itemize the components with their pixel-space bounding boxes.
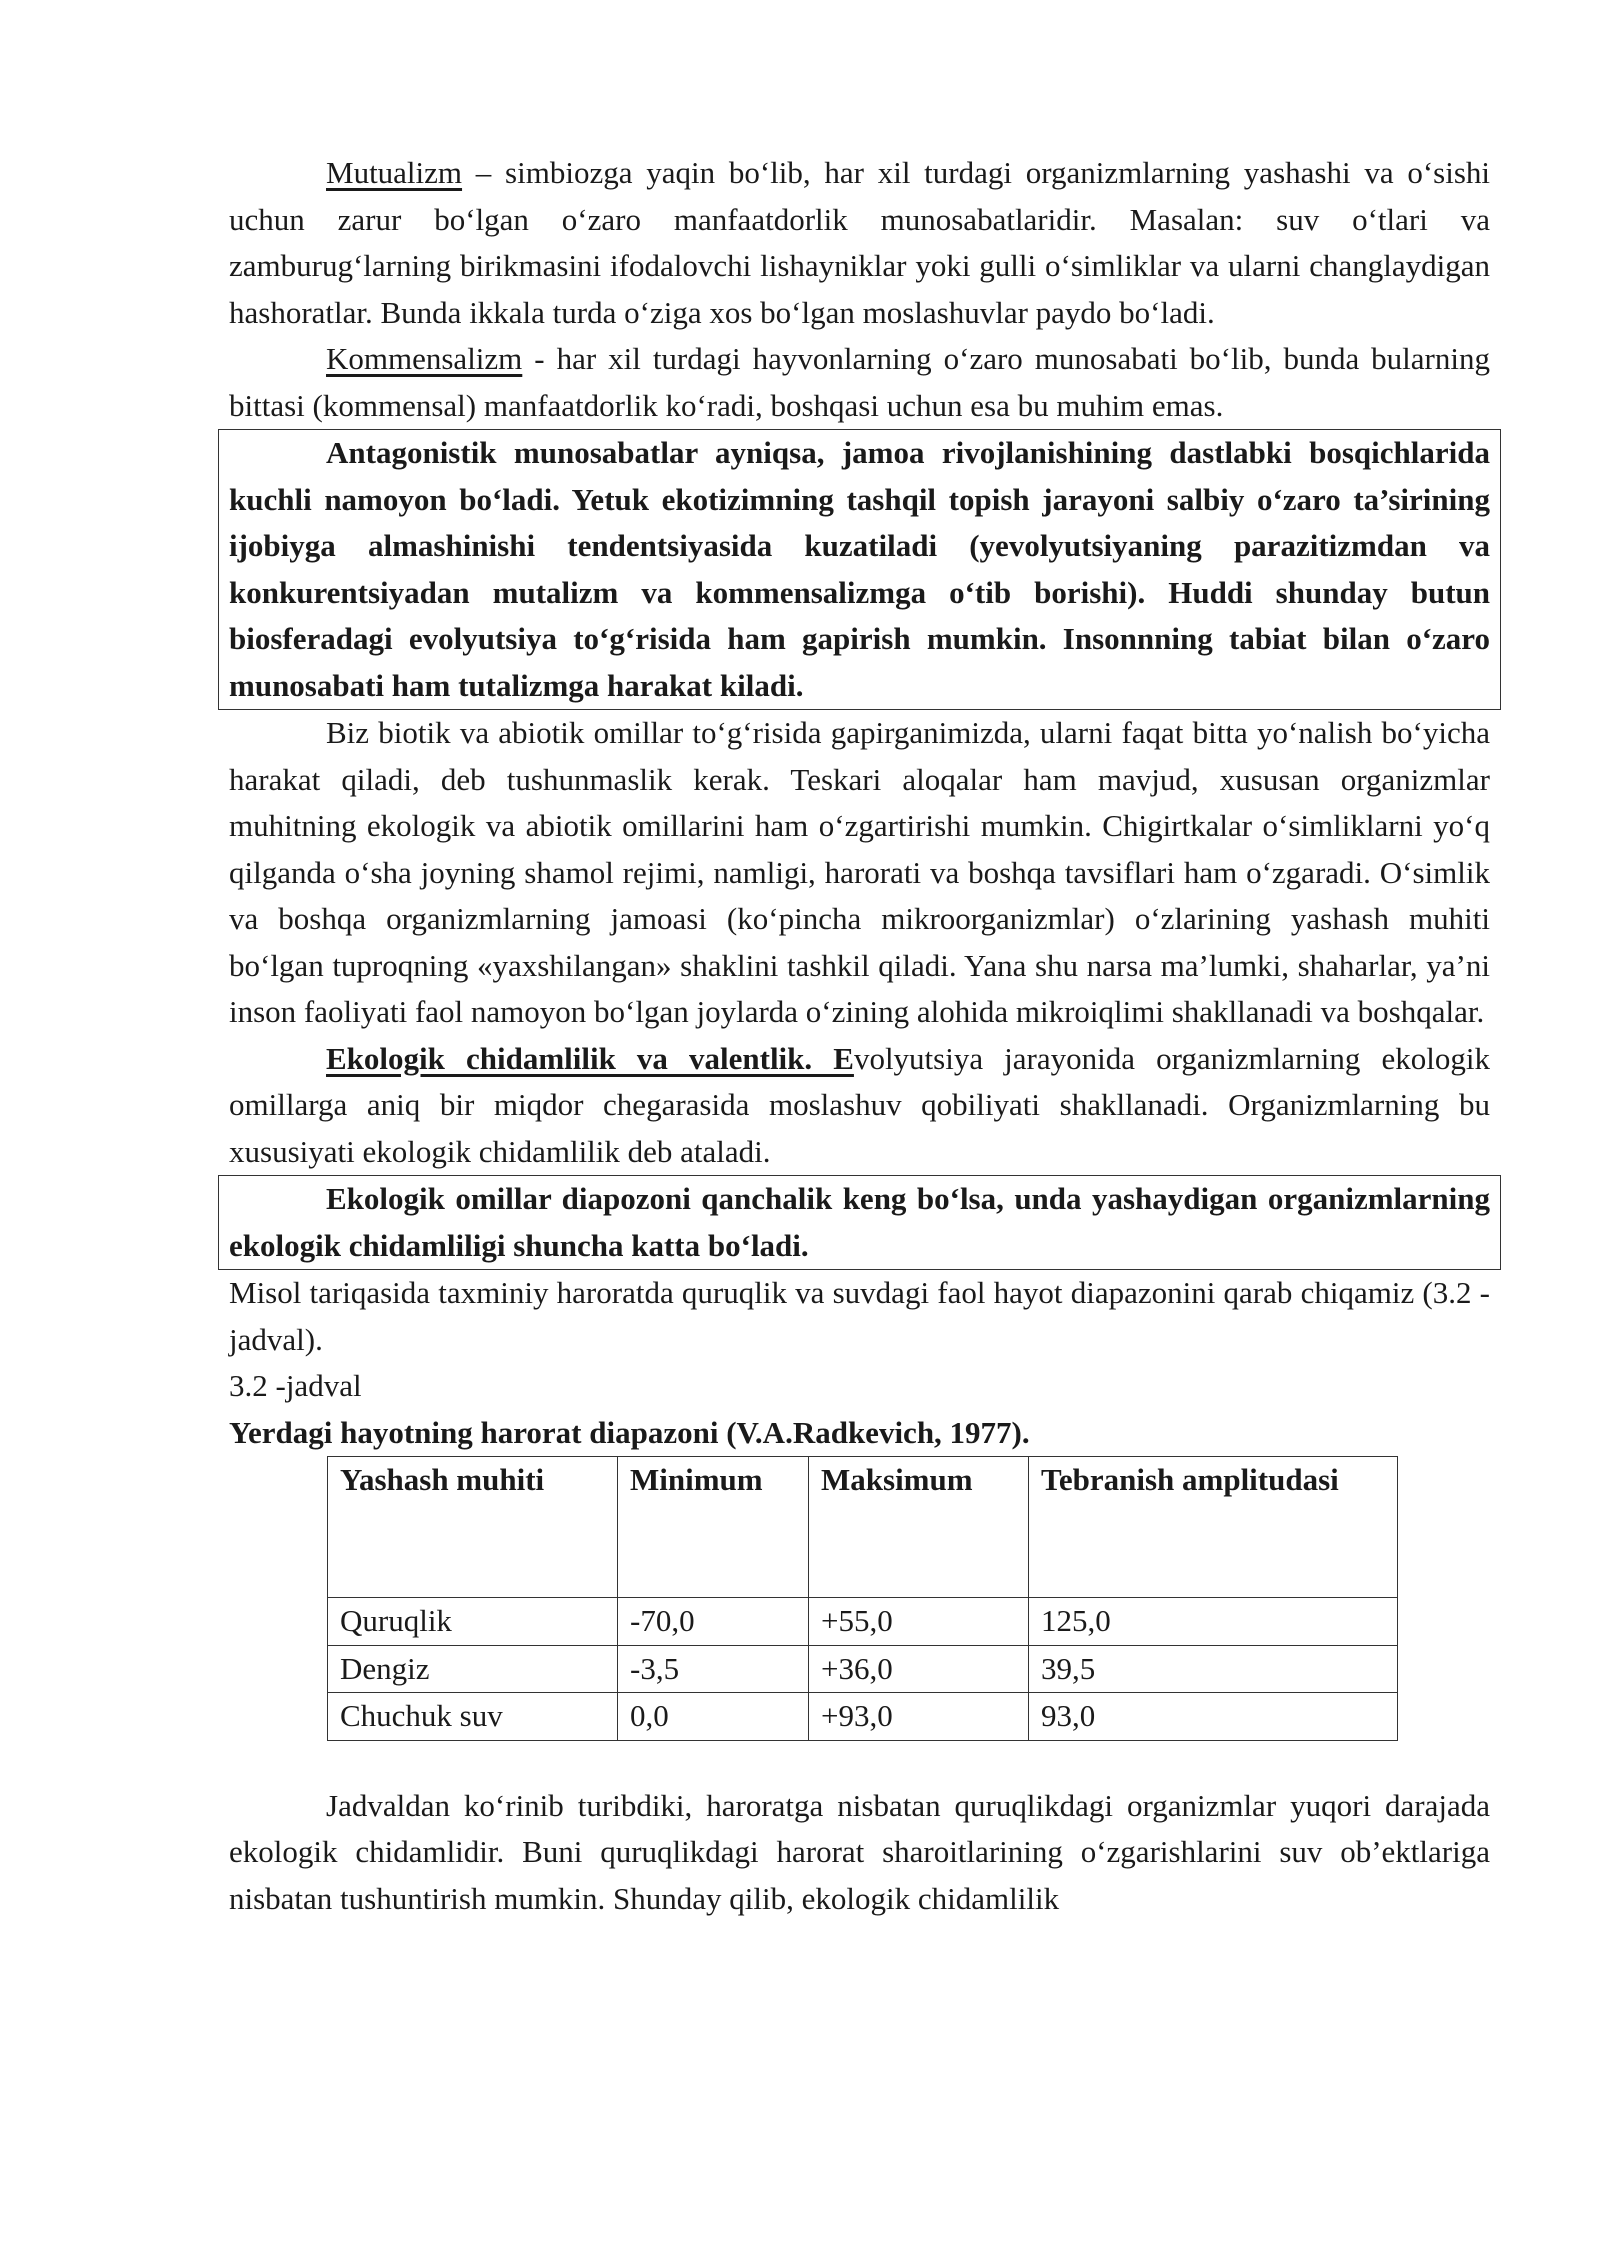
term-ekologik-chidamlilik: Ekologik chidamlilik va valentlik. E bbox=[326, 1040, 854, 1076]
table-row bbox=[328, 1693, 1398, 1741]
term-kommensalizm: Kommensalizm bbox=[326, 341, 523, 376]
highlight-box-diapozon bbox=[218, 1175, 1501, 1270]
table-row bbox=[328, 1645, 1398, 1693]
table-header-row bbox=[328, 1457, 1398, 1598]
highlight-box-antagonistik bbox=[218, 429, 1501, 710]
table-cell: 39,5 bbox=[1029, 1645, 1398, 1693]
table-row bbox=[328, 1598, 1398, 1646]
temperature-range-table bbox=[327, 1456, 1398, 1741]
table-header-cell: Tebranish amplitudasi bbox=[1029, 1457, 1398, 1598]
table-cell: Dengiz bbox=[328, 1645, 618, 1693]
table-cell: +36,0 bbox=[809, 1645, 1029, 1693]
document-page bbox=[229, 150, 1490, 1922]
text-ekologik: volyutsiya jarayonida organizmlarning ekologik omillarga aniq bir miqdor chegarasida moslashuv qobiliyati shakllanadi. Organizmlarning bu xususiyati ekologik chidamlilik deb ataladi. bbox=[229, 1040, 1490, 1169]
table-cell: -70,0 bbox=[618, 1598, 809, 1646]
paragraph-antagonistik: Antagonistik munosabatlar ayniqsa, jamoa rivojlanishining dastlabki bosqichlarida kuchli namoyon bo‘ladi. Yetuk ekotizimning tashqil topish jarayoni salbiy o‘zaro ta’sirining ijobiyga almashinishi tendentsiyasida kuzatiladi (yevolyutsiyaning parazitizmdan va konkurentsiyadan mutalizm va kommensalizmga o‘tib borishi). Huddi shunday butun biosferadagi evolyutsiya to‘g‘risida ham gapirish mumkin. Insonnning tabiat bilan o‘zaro munosabati ham tutalizmga harakat kiladi. bbox=[229, 435, 1490, 703]
paragraph-mutualizm bbox=[229, 150, 1490, 336]
text-kommensalizm: - har xil turdagi hayvonlarning o‘zaro munosabati bo‘lib, bunda bularning bittasi (kommensal) manfaatdorlik ko‘radi, boshqasi uchun esa bu muhim emas. bbox=[229, 341, 1490, 423]
table-cell: 93,0 bbox=[1029, 1693, 1398, 1741]
paragraph-diapozon: Ekologik omillar diapozoni qanchalik keng bo‘lsa, unda yashaydigan organizmlarning ekologik chidamliligi shuncha katta bo‘ladi. bbox=[229, 1181, 1490, 1263]
paragraph-misol: Misol tariqasida taxminiy haroratda quruqlik va suvdagi faol hayot diapazonini qarab chiqamiz (3.2 -jadval). bbox=[229, 1275, 1490, 1357]
paragraph-kommensalizm bbox=[229, 336, 1490, 429]
spacer bbox=[229, 1741, 1490, 1783]
table-title: Yerdagi hayotning harorat diapazoni (V.A.Radkevich, 1977). bbox=[229, 1414, 1030, 1450]
table-cell: +55,0 bbox=[809, 1598, 1029, 1646]
paragraph-jadvaldan: Jadvaldan ko‘rinib turibdiki, haroratga nisbatan quruqlikdagi organizmlar yuqori darajada ekologik chidamlidir. Buni quruqlikdagi harorat sharoitlarining o‘zgarishlarini suv ob’ektlariga nisbatan tushuntirish mumkin. Shunday qilib, ekologik chidamlilik bbox=[229, 1787, 1490, 1916]
table-cell: -3,5 bbox=[618, 1645, 809, 1693]
term-mutualizm: Mutualizm bbox=[326, 155, 463, 190]
table-header-cell: Minimum bbox=[618, 1457, 809, 1598]
table-number: 3.2 -jadval bbox=[229, 1368, 362, 1403]
paragraph-biotik: Biz biotik va abiotik omillar to‘g‘risida gapirganimizda, ularni faqat bitta yo‘nalish bo‘yicha harakat qiladi, deb tushunmaslik kerak. Teskari aloqalar ham mavjud, xususan organizmlar muhitning ekologik va abiotik omillarini ham o‘zgartirishi mumkin. Chigirtkalar o‘simliklarni yo‘q qilganda o‘sha joyning shamol rejimi, namligi, harorati va boshqa tavsiflari ham o‘zgaradi. O‘simlik va boshqa organizmlarning jamoasi (ko‘pincha mikroorganizmlar) o‘zlarining yashash muhiti bo‘lgan tuproqning «yaxshilangan» shaklini tashkil qiladi. Yana shu narsa ma’lumki, shaharlar, ya’ni inson faoliyati faol namoyon bo‘lgan joylarda o‘zining alohida mikroiqlimi shakllanadi va boshqalar. bbox=[229, 715, 1490, 1029]
table-cell: 125,0 bbox=[1029, 1598, 1398, 1646]
table-cell: +93,0 bbox=[809, 1693, 1029, 1741]
table-cell: Quruqlik bbox=[328, 1598, 618, 1646]
table-header-cell: Maksimum bbox=[809, 1457, 1029, 1598]
paragraph-ekologik bbox=[229, 1036, 1490, 1176]
table-cell: 0,0 bbox=[618, 1693, 809, 1741]
table-header-cell: Yashash muhiti bbox=[328, 1457, 618, 1598]
table-cell: Chuchuk suv bbox=[328, 1693, 618, 1741]
text-mutualizm: – simbiozga yaqin bo‘lib, har xil turdagi organizmlarning yashashi va o‘sishi uchun zarur bo‘lgan o‘zaro manfaatdorlik munosabatlaridir. Masalan: suv o‘tlari va zamburug‘larning birikmasini ifodalovchi lishayniklar yoki gulli o‘simliklar va ularni changlaydigan hashoratlar. Bunda ikkala turda o‘ziga xos bo‘lgan moslashuvlar paydo bo‘ladi. bbox=[229, 155, 1490, 330]
